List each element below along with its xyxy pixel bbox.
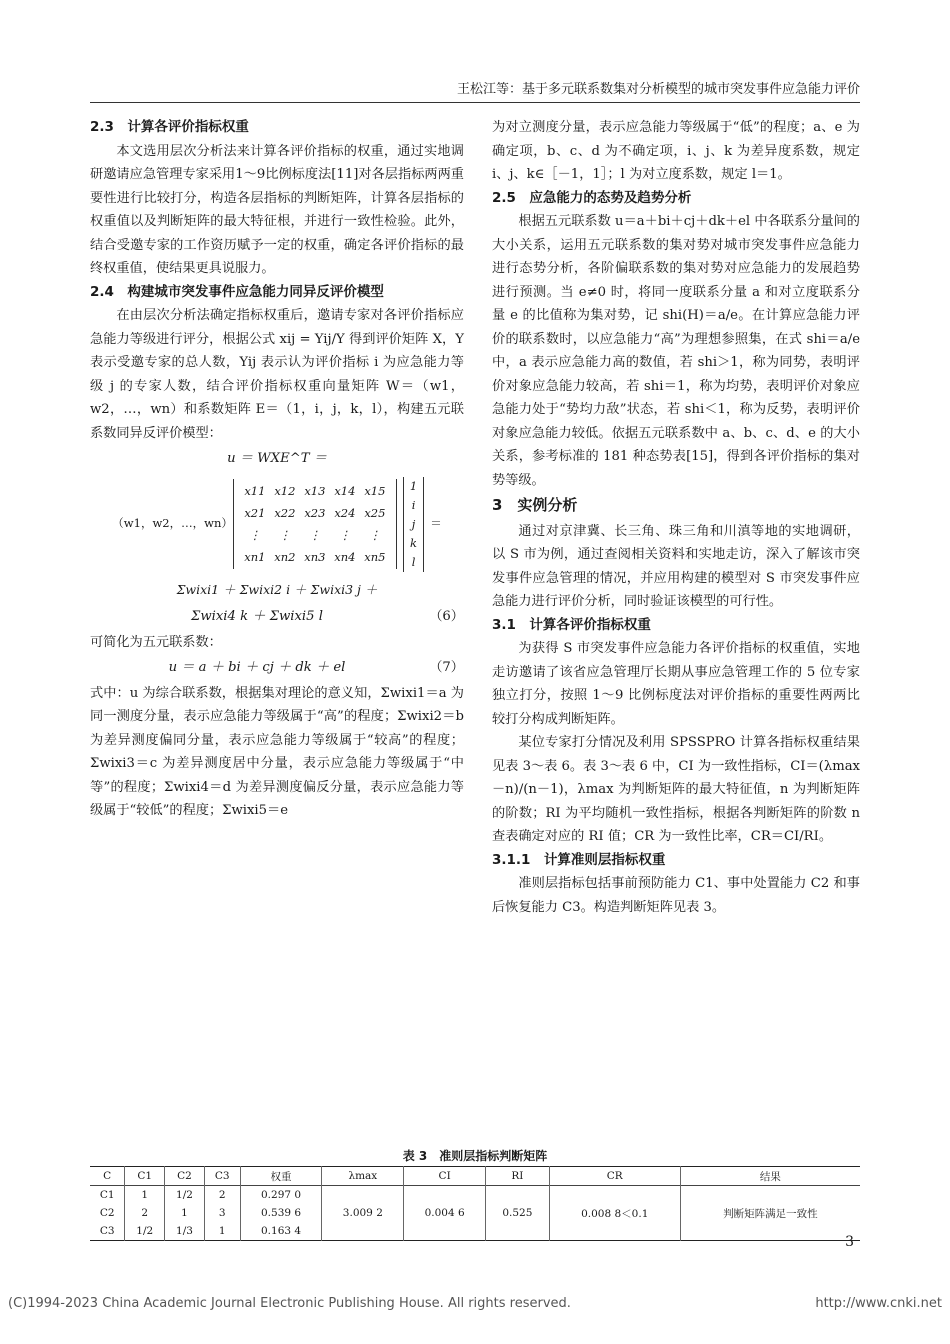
matrix-cell: x25	[364, 506, 386, 520]
section-3-title: 3 实例分析	[492, 496, 578, 514]
equation-7-number: （7）	[429, 660, 464, 675]
vector-cell: k	[410, 535, 418, 550]
page-number: 3	[845, 1234, 854, 1250]
equation-7-row	[90, 656, 464, 680]
footer	[8, 1296, 942, 1311]
cr-cell: 0.008 8＜0.1	[549, 1186, 680, 1241]
table-cell: 2	[125, 1204, 165, 1222]
table-header: C1	[125, 1167, 165, 1186]
matrix-cell: x11	[244, 484, 266, 498]
vector-cell: i	[411, 497, 416, 512]
matrix-cell: xn1	[244, 550, 266, 564]
table-cell: 1/3	[165, 1222, 205, 1241]
table-cell: C3	[99, 1225, 115, 1237]
section-3-1-1-title: 3.1.1 计算准则层指标权重	[492, 851, 666, 868]
matrix-cell: x12	[274, 484, 296, 498]
matrix-cell: x22	[274, 506, 296, 520]
matrix-cell: ⋮	[279, 528, 291, 542]
table-cell: 1/2	[165, 1186, 205, 1205]
weight-vector: （w1，w2，…，wn）	[112, 516, 233, 531]
section-3-1-title: 3.1 计算各评价指标权重	[492, 616, 651, 633]
matrix-cell: x23	[304, 506, 326, 520]
matrix-cell: xn5	[364, 550, 386, 564]
table-3-caption: 表 3 准则层指标判断矩阵	[402, 1149, 548, 1163]
table-cell: 1/2	[125, 1222, 165, 1241]
table-header: C2	[165, 1167, 205, 1186]
table-cell: 0.163 4	[240, 1222, 322, 1241]
result-cell: 判断矩阵满足一致性	[680, 1186, 860, 1241]
sum-expression-line-2: Σwixi4 k ＋ Σwixi5 l	[191, 609, 323, 624]
table-cell: 1	[204, 1222, 240, 1241]
table-cell: 2	[204, 1186, 240, 1205]
vector-cell: l	[411, 554, 416, 569]
sum-expression-line-1: Σwixi1 ＋ Σwixi2 i ＋ Σwixi3 j ＋	[176, 581, 378, 597]
section-3-1-paragraph-1: 为获得 S 市突发事件应急能力各评价指标的权重值，实地走访邀请了该省应急管理厅长期从事应急管理工作的 5 位专家独立打分，按照 1～9 比例标度法对评价指标的重要性两两比较打分构成判断矩阵。	[492, 641, 860, 727]
table-header: 结果	[680, 1167, 860, 1186]
matrix-cell: x24	[334, 506, 356, 520]
section-2-3-paragraph: 本文选用层次分析法来计算各评价指标的权重，通过实地调研邀请应急管理专家采用1～9比例标度法[11]对各层指标两两重要性进行比较打分，构造各层指标的判断矩阵，计算各层指标的权重值以及判断矩阵的最大特征根，并进行一致性检验。此外，结合受邀专家的工作资历赋予一定的权重，确定各评价指标的最终权重值，使结果更具说服力。	[90, 143, 464, 276]
table-cell: 0.297 0	[240, 1186, 322, 1205]
section-3-paragraph: 通过对京津冀、长三角、珠三角和川滇等地的实地调研，以 S 市为例，通过查阅相关资料和实地走访，深入了解该市突发事件应急管理的情况，并应用构建的模型对 S 市突发事件应急能力进行评价分析，同时验证该模型的可行性。	[492, 523, 860, 609]
section-2-3-title: 2.3 计算各评价指标权重	[90, 119, 249, 135]
section-2-5-title: 2.5 应急能力的态势及趋势分析	[492, 189, 692, 206]
matrix-cell: ⋮	[339, 528, 351, 542]
equation-u: u ＝ WXE^T ＝	[227, 451, 327, 466]
table-header: 权重	[240, 1167, 322, 1186]
matrix-x	[233, 479, 397, 569]
table-header: RI	[486, 1167, 550, 1186]
table-cell: 1	[125, 1186, 165, 1205]
continued-paragraph: 为对立测度分量，表示应急能力等级属于“低”的程度；a、e 为确定项，b、c、d 为不确定项，i、j、k 为差异度系数，规定 i、j、k∈［－1，1］；l 为对立度系数，规定 l＝1。	[492, 120, 860, 182]
simplify-text: 可简化为五元联系数：	[90, 634, 222, 650]
table-row	[90, 1186, 860, 1205]
matrix-cell: xn3	[304, 550, 326, 564]
ci-cell: 0.004 6	[404, 1186, 486, 1241]
vector-cell: 1	[409, 478, 418, 493]
table-header: λmax	[322, 1167, 404, 1186]
table-cell: C2	[99, 1207, 115, 1219]
equation-explanation: 式中：u 为综合联系数，根据集对理论的意义知，Σwixi1＝a 为同一测度分量，表示应急能力等级属于“高”的程度；Σwixi2＝b 为差异测度偏同分量，表示应急能力等级属于“较高”的程度；Σwixi3＝c 为差异测度居中分量，表示应急能力等级属于“中等”的程度；Σwixi4＝d 为差异测度偏反分量，表示应急能力等级属于“较低”的程度；Σwixi5＝e	[90, 685, 464, 818]
section-2-4-title: 2.4 构建城市突发事件应急能力同异反评价模型	[90, 283, 384, 300]
equation-6-number: （6）	[429, 609, 464, 624]
equals-sign: ＝	[430, 516, 442, 531]
matrix-cell: x15	[364, 484, 386, 498]
table-header: C	[103, 1170, 112, 1182]
lambda-max-cell: 3.009 2	[322, 1186, 404, 1241]
evaluation-matrix-equation	[90, 477, 464, 572]
matrix-cell: ⋮	[369, 528, 381, 542]
matrix-cell: x13	[304, 484, 326, 498]
vector-cell: j	[411, 516, 416, 531]
section-2-4-paragraph: 在由层次分析法确定指标权重后，邀请专家对各评价指标应急能力等级进行评分，根据公式 xij = Yij/Y 得到评价矩阵 X，Y 表示受邀专家的总人数，Yij 表示认为评价指标 i 为应急能力等级 j 的专家人数，结合评价指标权重向量矩阵 W＝（w1，w2，…，wn）和系数矩阵 E＝（1，i，j，k，l），构建五元联系数同异反评价模型：	[90, 308, 464, 441]
table-header: CI	[404, 1167, 486, 1186]
table-cell: 0.539 6	[240, 1204, 322, 1222]
matrix-cell: x14	[334, 484, 356, 498]
table-cell: 1	[165, 1204, 205, 1222]
table-header-row	[90, 1167, 860, 1186]
right-column	[492, 116, 860, 919]
matrix-cell: xn2	[274, 550, 296, 564]
section-3-1-1-paragraph: 准则层指标包括事前预防能力 C1、事中处置能力 C2 和事后恢复能力 C3。构造判断矩阵见表 3。	[492, 876, 860, 915]
footer-url: http://www.cnki.net	[815, 1296, 942, 1311]
table-cell: C1	[99, 1189, 115, 1201]
ri-cell: 0.525	[486, 1186, 550, 1241]
matrix-cell: ⋮	[249, 528, 261, 542]
table-header: C3	[204, 1167, 240, 1186]
coefficient-vector	[403, 477, 424, 572]
equation-6-row	[90, 605, 464, 629]
table-3	[90, 1166, 860, 1241]
section-2-5-paragraph: 根据五元联系数 u＝a＋bi＋cj＋dk＋el 中各联系分量间的大小关系，运用五元联系数的集对势对城市突发事件应急能力进行态势分析，各阶偏联系数的集对势对应急能力的发展趋势进行预测。当 e≠0 时，将同一度联系分量 a 和对立度联系分量 e 的比值称为集对势，记 shi(H)＝a/e。在计算应急能力评价的联系数时，以应急能力“高”为理想参照集，在式 shi＝a/e 中，a 表示应急能力高的数值，若 shi＞1，称为同势，表明评价对象应急能力较高，若 shi＝1，称为均势，表明评价对象应急能力处于“势均力敌”状态，若 shi＜1，称为反势，表明评价对象应急能力较低。依据五元联系数中 a、b、c、d、e 的大小关系，参考标准的 181 种态势表[15]，得到各评价指标的集对势等级。	[492, 214, 860, 488]
copyright-text: (C)1994-2023 China Academic Journal Electronic Publishing House. All rights reserved.	[8, 1296, 571, 1311]
left-column	[90, 116, 464, 823]
equation-7: u ＝ a ＋ bi ＋ cj ＋ dk ＋ el	[168, 660, 346, 675]
running-header: 王松江等：基于多元联系数集对分析模型的城市突发事件应急能力评价	[90, 80, 860, 103]
table-header: CR	[549, 1167, 680, 1186]
matrix-cell: x21	[244, 506, 266, 520]
matrix-cell: ⋮	[309, 528, 321, 542]
matrix-cell: xn4	[334, 550, 356, 564]
section-3-1-paragraph-2: 某位专家打分情况及利用 SPSSPRO 计算各指标权重结果见表 3～表 6。表 3～表 6 中，CI 为一致性指标，CI＝(λmax－n)/(n－1)，λmax 为判断矩阵的最大特征值，n 为判断矩阵的阶数；RI 为平均随机一致性指标，根据各判断矩阵的阶数 n 查表确定对应的 RI 值；CR 为一致性比率，CR＝CI/RI。	[492, 735, 860, 844]
table-cell: 3	[204, 1204, 240, 1222]
